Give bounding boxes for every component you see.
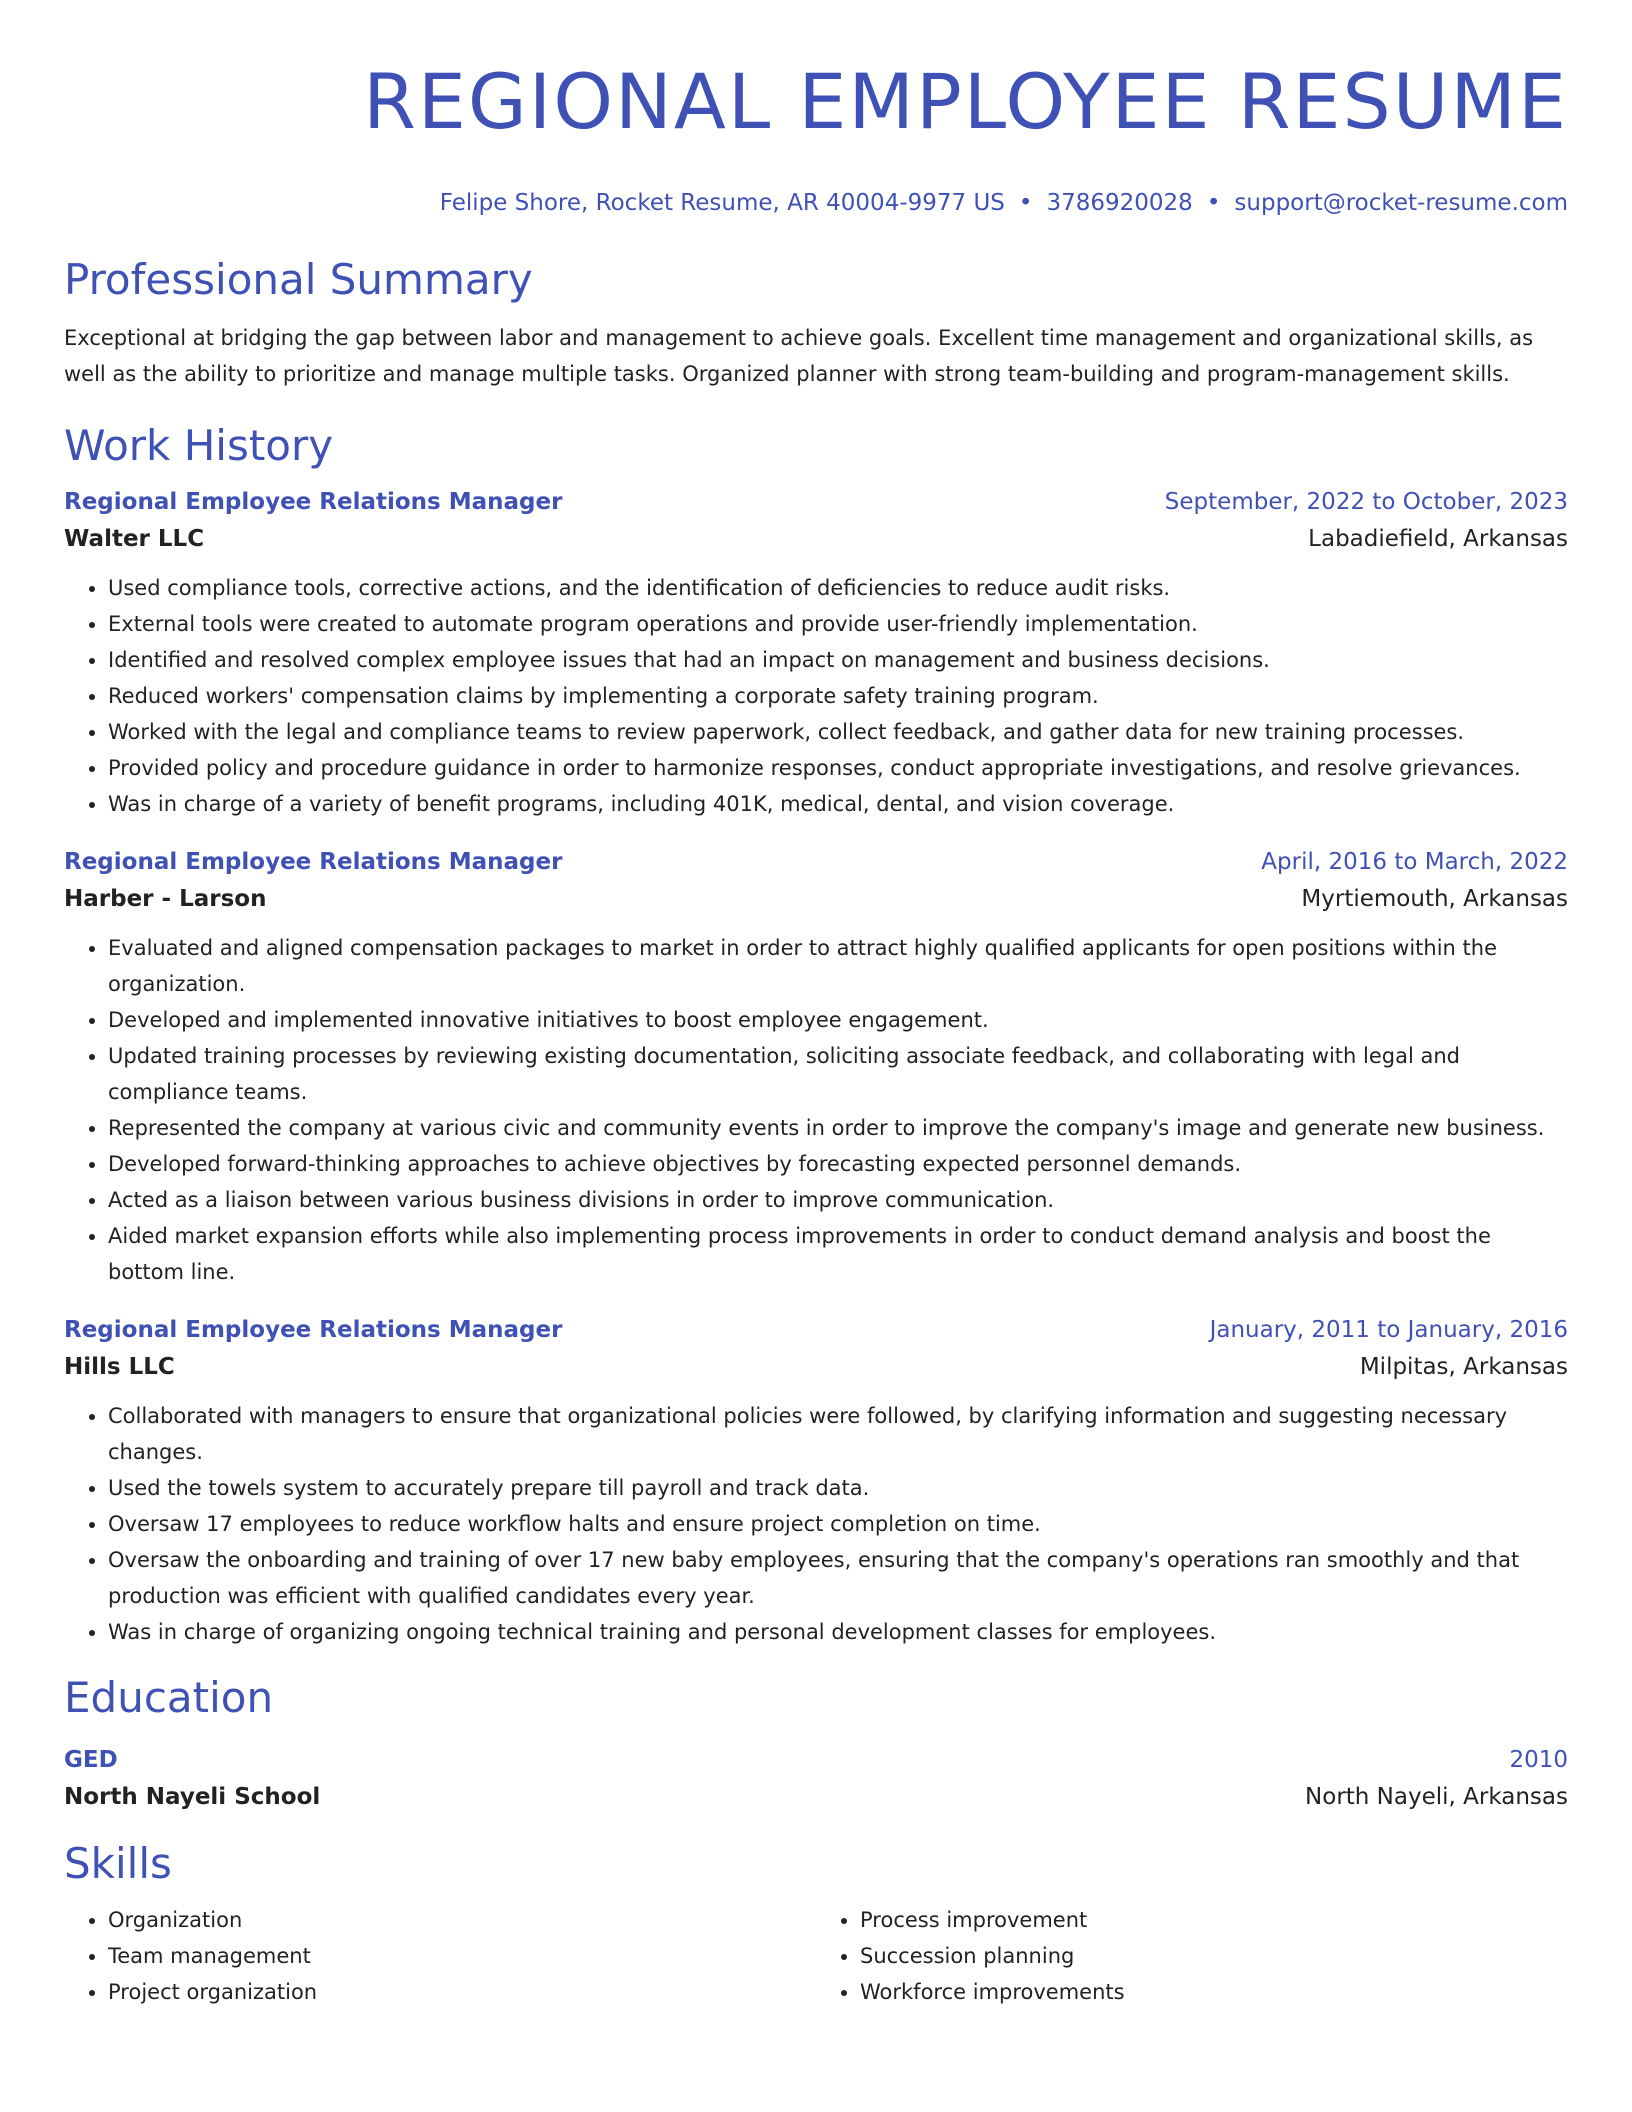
job-bullet: • Was in charge of organizing ongoing technical training and personal development classes for employees. (108, 1614, 1568, 1650)
job-location: Labadiefield, Arkansas (1308, 526, 1568, 552)
job-bullet: • Developed and implemented innovative initiatives to boost employee engagement. (108, 1002, 1568, 1038)
job-company: Walter LLC (64, 526, 205, 552)
contact-line (64, 188, 1568, 218)
education-school-row (64, 1778, 1568, 1816)
education-school: North Nayeli School (64, 1784, 321, 1810)
job-header-row (64, 844, 1568, 880)
summary-text: Exceptional at bridging the gap between labor and management to achieve goals. Excellent time management and organizational skills, as well as the ability to prioritize and manage multiple tasks. Organized planner with strong team-building and program-management skills. (64, 326, 1534, 386)
contact-separator: • (1018, 190, 1033, 216)
contact-phone: 3786920028 (1046, 190, 1193, 216)
job-company: Hills LLC (64, 1354, 175, 1380)
contact-address: Felipe Shore, Rocket Resume, AR 40004-9977 US (439, 190, 1005, 216)
education-entry (64, 1742, 1568, 1816)
job-entry (64, 844, 1568, 1290)
education-heading: Education (64, 1673, 274, 1722)
job-dates: September, 2022 to October, 2023 (1164, 489, 1568, 515)
job-company-row (64, 1348, 1568, 1386)
job-bullets (64, 1398, 1568, 1650)
skill-item: • Organization (108, 1902, 816, 1938)
job-title: Regional Employee Relations Manager (64, 1317, 563, 1343)
skill-item: • Succession planning (860, 1938, 1568, 1974)
job-bullet: • Worked with the legal and compliance teams to review paperwork, collect feedback, and gather data for new training processes. (108, 714, 1568, 750)
skill-item: • Workforce improvements (860, 1974, 1568, 2010)
summary-heading: Professional Summary (64, 255, 533, 304)
job-bullets (64, 570, 1568, 822)
job-bullet: • Oversaw the onboarding and training of over 17 new baby employees, ensuring that the company's operations ran smoothly and that production was efficient with qualified candidates every year. (108, 1542, 1568, 1614)
job-entry (64, 1312, 1568, 1650)
resume-header (64, 0, 1568, 218)
job-bullet: • Used the towels system to accurately prepare till payroll and track data. (108, 1470, 1568, 1506)
job-header-row (64, 1312, 1568, 1348)
contact-email: support@rocket-resume.com (1234, 190, 1568, 216)
job-title: Regional Employee Relations Manager (64, 489, 563, 515)
skill-item: • Team management (108, 1938, 816, 1974)
job-bullet: • Was in charge of a variety of benefit programs, including 401K, medical, dental, and vision coverage. (108, 786, 1568, 822)
job-company: Harber - Larson (64, 886, 267, 912)
job-dates: January, 2011 to January, 2016 (1209, 1317, 1568, 1343)
education-degree: GED (64, 1747, 118, 1773)
job-bullet: • External tools were created to automate program operations and provide user-friendly implementation. (108, 606, 1568, 642)
job-bullet: • Used compliance tools, corrective actions, and the identification of deficiencies to reduce audit risks. (108, 570, 1568, 606)
skill-item: • Project organization (108, 1974, 816, 2010)
contact-separator: • (1206, 190, 1221, 216)
job-bullets (64, 930, 1568, 1290)
skills-column-left (64, 1902, 816, 2010)
job-entry (64, 484, 1568, 822)
job-bullet: • Evaluated and aligned compensation packages to market in order to attract highly qualified applicants for open positions within the organization. (108, 930, 1568, 1002)
job-bullet: • Updated training processes by reviewing existing documentation, soliciting associate feedback, and collaborating with legal and compliance teams. (108, 1038, 1568, 1110)
job-bullet: • Acted as a liaison between various business divisions in order to improve communication. (108, 1182, 1568, 1218)
job-company-row (64, 880, 1568, 918)
education-header-row (64, 1742, 1568, 1778)
job-company-row (64, 520, 1568, 558)
skills-column-right (816, 1902, 1568, 2010)
job-bullet: • Developed forward-thinking approaches to achieve objectives by forecasting expected personnel demands. (108, 1146, 1568, 1182)
work-history-heading: Work History (64, 421, 334, 470)
job-title: Regional Employee Relations Manager (64, 849, 563, 875)
job-bullet: • Collaborated with managers to ensure that organizational policies were followed, by clarifying information and suggesting necessary changes. (108, 1398, 1568, 1470)
job-bullet: • Represented the company at various civic and community events in order to improve the company's image and generate new business. (108, 1110, 1568, 1146)
job-location: Milpitas, Arkansas (1359, 1354, 1568, 1380)
job-bullet: • Reduced workers' compensation claims by implementing a corporate safety training program. (108, 678, 1568, 714)
job-header-row (64, 484, 1568, 520)
skill-item: • Process improvement (860, 1902, 1568, 1938)
education-location: North Nayeli, Arkansas (1305, 1784, 1568, 1810)
job-location: Myrtiemouth, Arkansas (1301, 886, 1568, 912)
job-dates: April, 2016 to March, 2022 (1261, 849, 1568, 875)
job-bullet: • Oversaw 17 employees to reduce workflow halts and ensure project completion on time. (108, 1506, 1568, 1542)
job-bullet: • Identified and resolved complex employee issues that had an impact on management and business decisions. (108, 642, 1568, 678)
job-bullet: • Aided market expansion efforts while also implementing process improvements in order to conduct demand analysis and boost the bottom line. (108, 1218, 1568, 1290)
skills-heading: Skills (64, 1839, 172, 1888)
resume-name: REGIONAL EMPLOYEE RESUME (363, 57, 1568, 146)
job-bullet: • Provided policy and procedure guidance in order to harmonize responses, conduct appropriate investigations, and resolve grievances. (108, 750, 1568, 786)
education-year: 2010 (1509, 1747, 1568, 1773)
skills-list (64, 1902, 1568, 2010)
